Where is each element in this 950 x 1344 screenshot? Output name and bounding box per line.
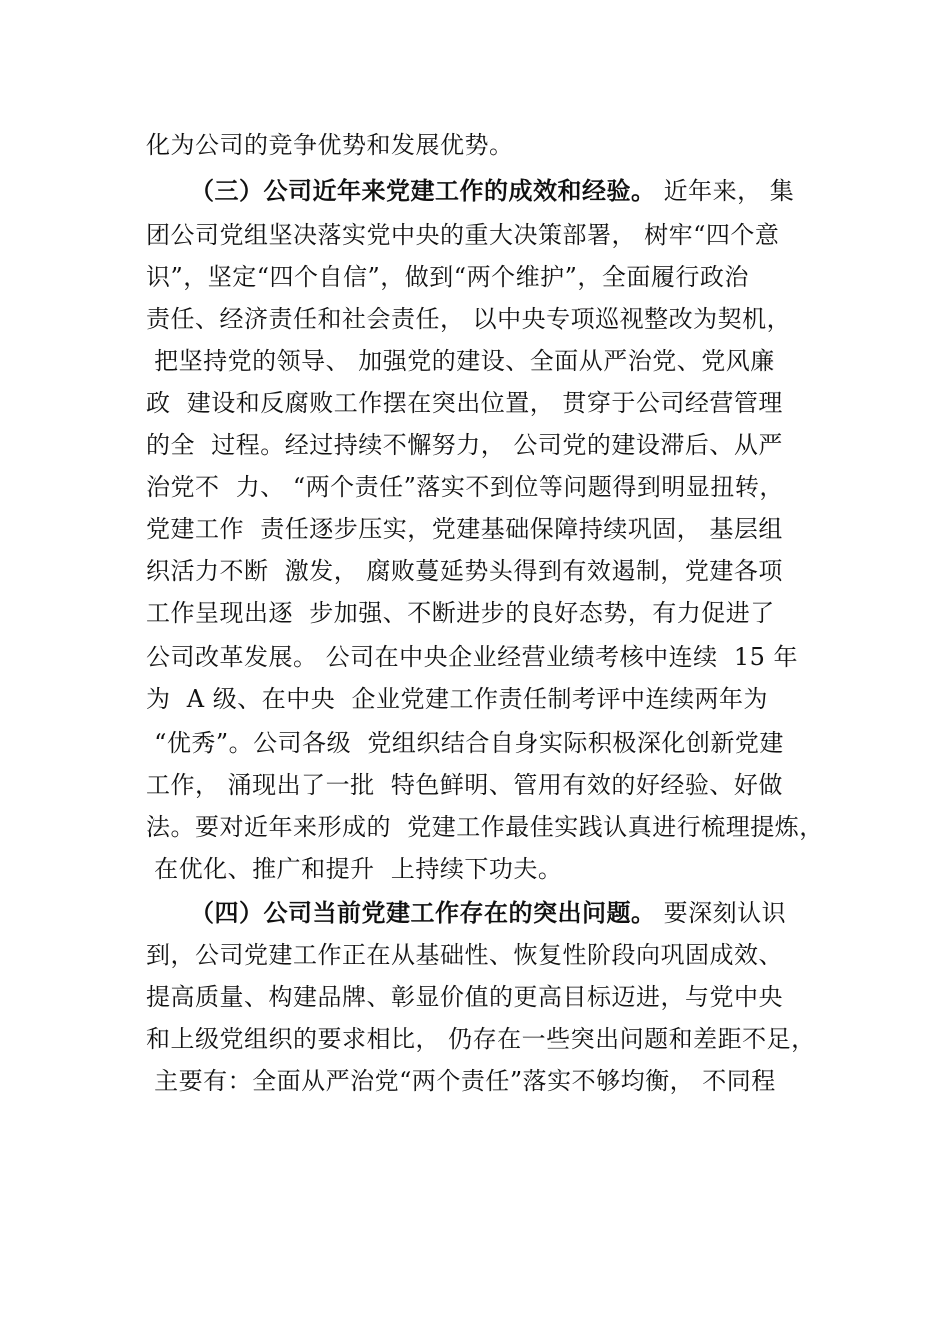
text-line: 在优化、推广和提升 上持续下功夫。	[146, 855, 563, 883]
section-heading-line	[190, 898, 786, 928]
text-line: 治党不 力、 “两个责任”落实不到位等问题得到明显扭转，	[146, 473, 784, 501]
section-heading: （四）公司当前党建工作存在的突出问题。	[190, 898, 656, 927]
text-line: 化为公司的竞争优势和发展优势。	[146, 131, 514, 159]
text-line: 法。要对近年来形成的 党建工作最佳实践认真进行梳理提炼，	[146, 813, 824, 841]
text-line: 识”，坚定“四个自信”，做到“两个维护”，全面履行政治	[146, 263, 749, 291]
text-line: 织活力不断 激发， 腐败蔓延势头得到有效遏制，党建各项	[146, 557, 783, 585]
text-line: 的全 过程。经过持续不懈努力， 公司党的建设滞后、从严	[146, 431, 783, 459]
section-heading-line	[190, 176, 794, 206]
text-run: 近年来， 集	[655, 177, 795, 205]
text-line: 政 建设和反腐败工作摆在突出位置， 贯穿于公司经营管理	[146, 389, 783, 417]
section-heading: （三）公司近年来党建工作的成效和经验。	[190, 176, 656, 205]
text-line: 为 A 级、在中央 企业党建工作责任制考评中连续两年为	[146, 685, 768, 713]
text-line: 责任、经济责任和社会责任， 以中央专项巡视整改为契机，	[146, 305, 792, 333]
text-line: 把坚持党的领导、 加强党的建设、全面从严治党、党风廉	[146, 347, 775, 375]
text-line: 和上级党组织的要求相比， 仍存在一些突出问题和差距不足，	[146, 1025, 816, 1053]
text-line: 党建工作 责任逐步压实，党建基础保障持续巩固， 基层组	[146, 515, 783, 543]
text-line: 到，公司党建工作正在从基础性、恢复性阶段向巩固成效、	[146, 941, 783, 969]
text-line: “优秀”。公司各级 党组织结合自身实际积极深化创新党建	[146, 729, 784, 757]
text-line: 主要有：全面从严治党“两个责任”落实不够均衡， 不同程	[146, 1067, 776, 1095]
text-line: 工作， 涌现出了一批 特色鲜明、管用有效的好经验、好做	[146, 771, 783, 799]
text-line: 提高质量、构建品牌、彰显价值的更高目标迈进，与党中央	[146, 983, 783, 1011]
text-line: 工作呈现出逐 步加强、不断进步的良好态势，有力促进了	[146, 599, 775, 627]
text-line: 团公司党组坚决落实党中央的重大决策部署， 树牢“四个意	[146, 221, 780, 249]
text-run: 要深刻认识	[655, 899, 787, 927]
text-line: 公司改革发展。 公司在中央企业经营业绩考核中连续 15 年	[146, 643, 799, 671]
